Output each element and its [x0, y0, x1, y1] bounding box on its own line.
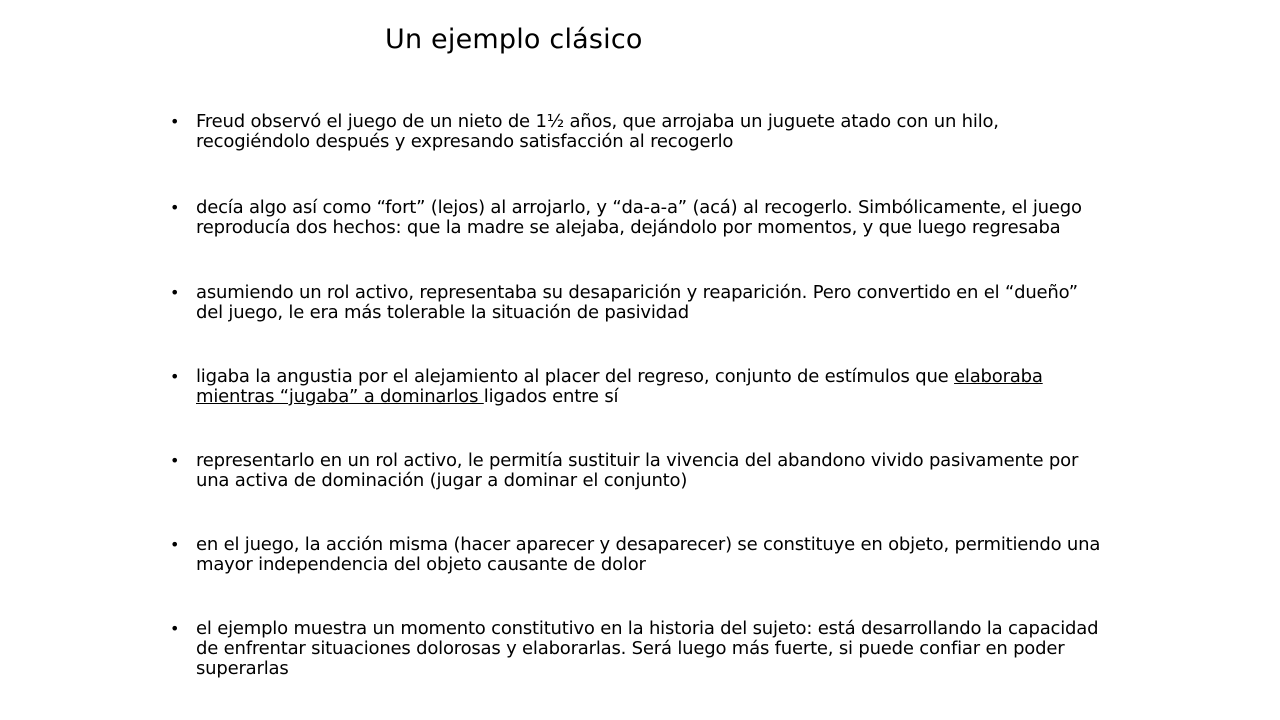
- bullet-text: decía algo así como “fort” (lejos) al arrojarlo, y “da-a-a” (acá) al recogerlo. Simbólicamente, el juego reproducía dos hechos: que la madre se alejaba, dejándolo por momentos, y que luego regresaba: [196, 197, 1082, 238]
- bullet-text: Freud observó el juego de un nieto de 1½ años, que arrojaba un juguete atado con un hilo, recogiéndolo después y expresando satisfacción al recogerlo: [196, 111, 999, 152]
- bullet-item: [168, 367, 1108, 407]
- bullet-item: [168, 535, 1108, 575]
- bullet-item: [168, 451, 1108, 491]
- bullet-item: [168, 283, 1108, 323]
- bullet-text: el ejemplo muestra un momento constitutivo en la historia del sujeto: está desarrollando la capacidad de enfrentar situaciones dolorosas y elaborarlas. Será luego más fuerte, si puede confiar en poder superarlas: [196, 618, 1099, 679]
- underlined-text: elaboraba mientras “jugaba” a dominarlos: [196, 366, 1043, 407]
- bullet-item: [168, 112, 1108, 152]
- bullet-text: ligaba la angustia por el alejamiento al placer del regreso, conjunto de estímulos que: [196, 366, 955, 387]
- bullet-text: en el juego, la acción misma (hacer aparecer y desaparecer) se constituye en objeto, permitiendo una mayor independencia del objeto causante de dolor: [196, 534, 1101, 575]
- bullet-list: [168, 112, 1108, 679]
- bullet-text: asumiendo un rol activo, representaba su desaparición y reaparición. Pero convertido en el “dueño” del juego, le era más tolerable la situación de pasividad: [196, 282, 1078, 323]
- bullet-item: [168, 198, 1108, 238]
- slide-title: Un ejemplo clásico: [385, 24, 643, 55]
- bullet-item: [168, 619, 1108, 679]
- bullet-text: representarlo en un rol activo, le permitía sustituir la vivencia del abandono vivido pasivamente por una activa de dominación (jugar a dominar el conjunto): [196, 450, 1079, 491]
- bullet-text: ligados entre sí: [483, 386, 619, 407]
